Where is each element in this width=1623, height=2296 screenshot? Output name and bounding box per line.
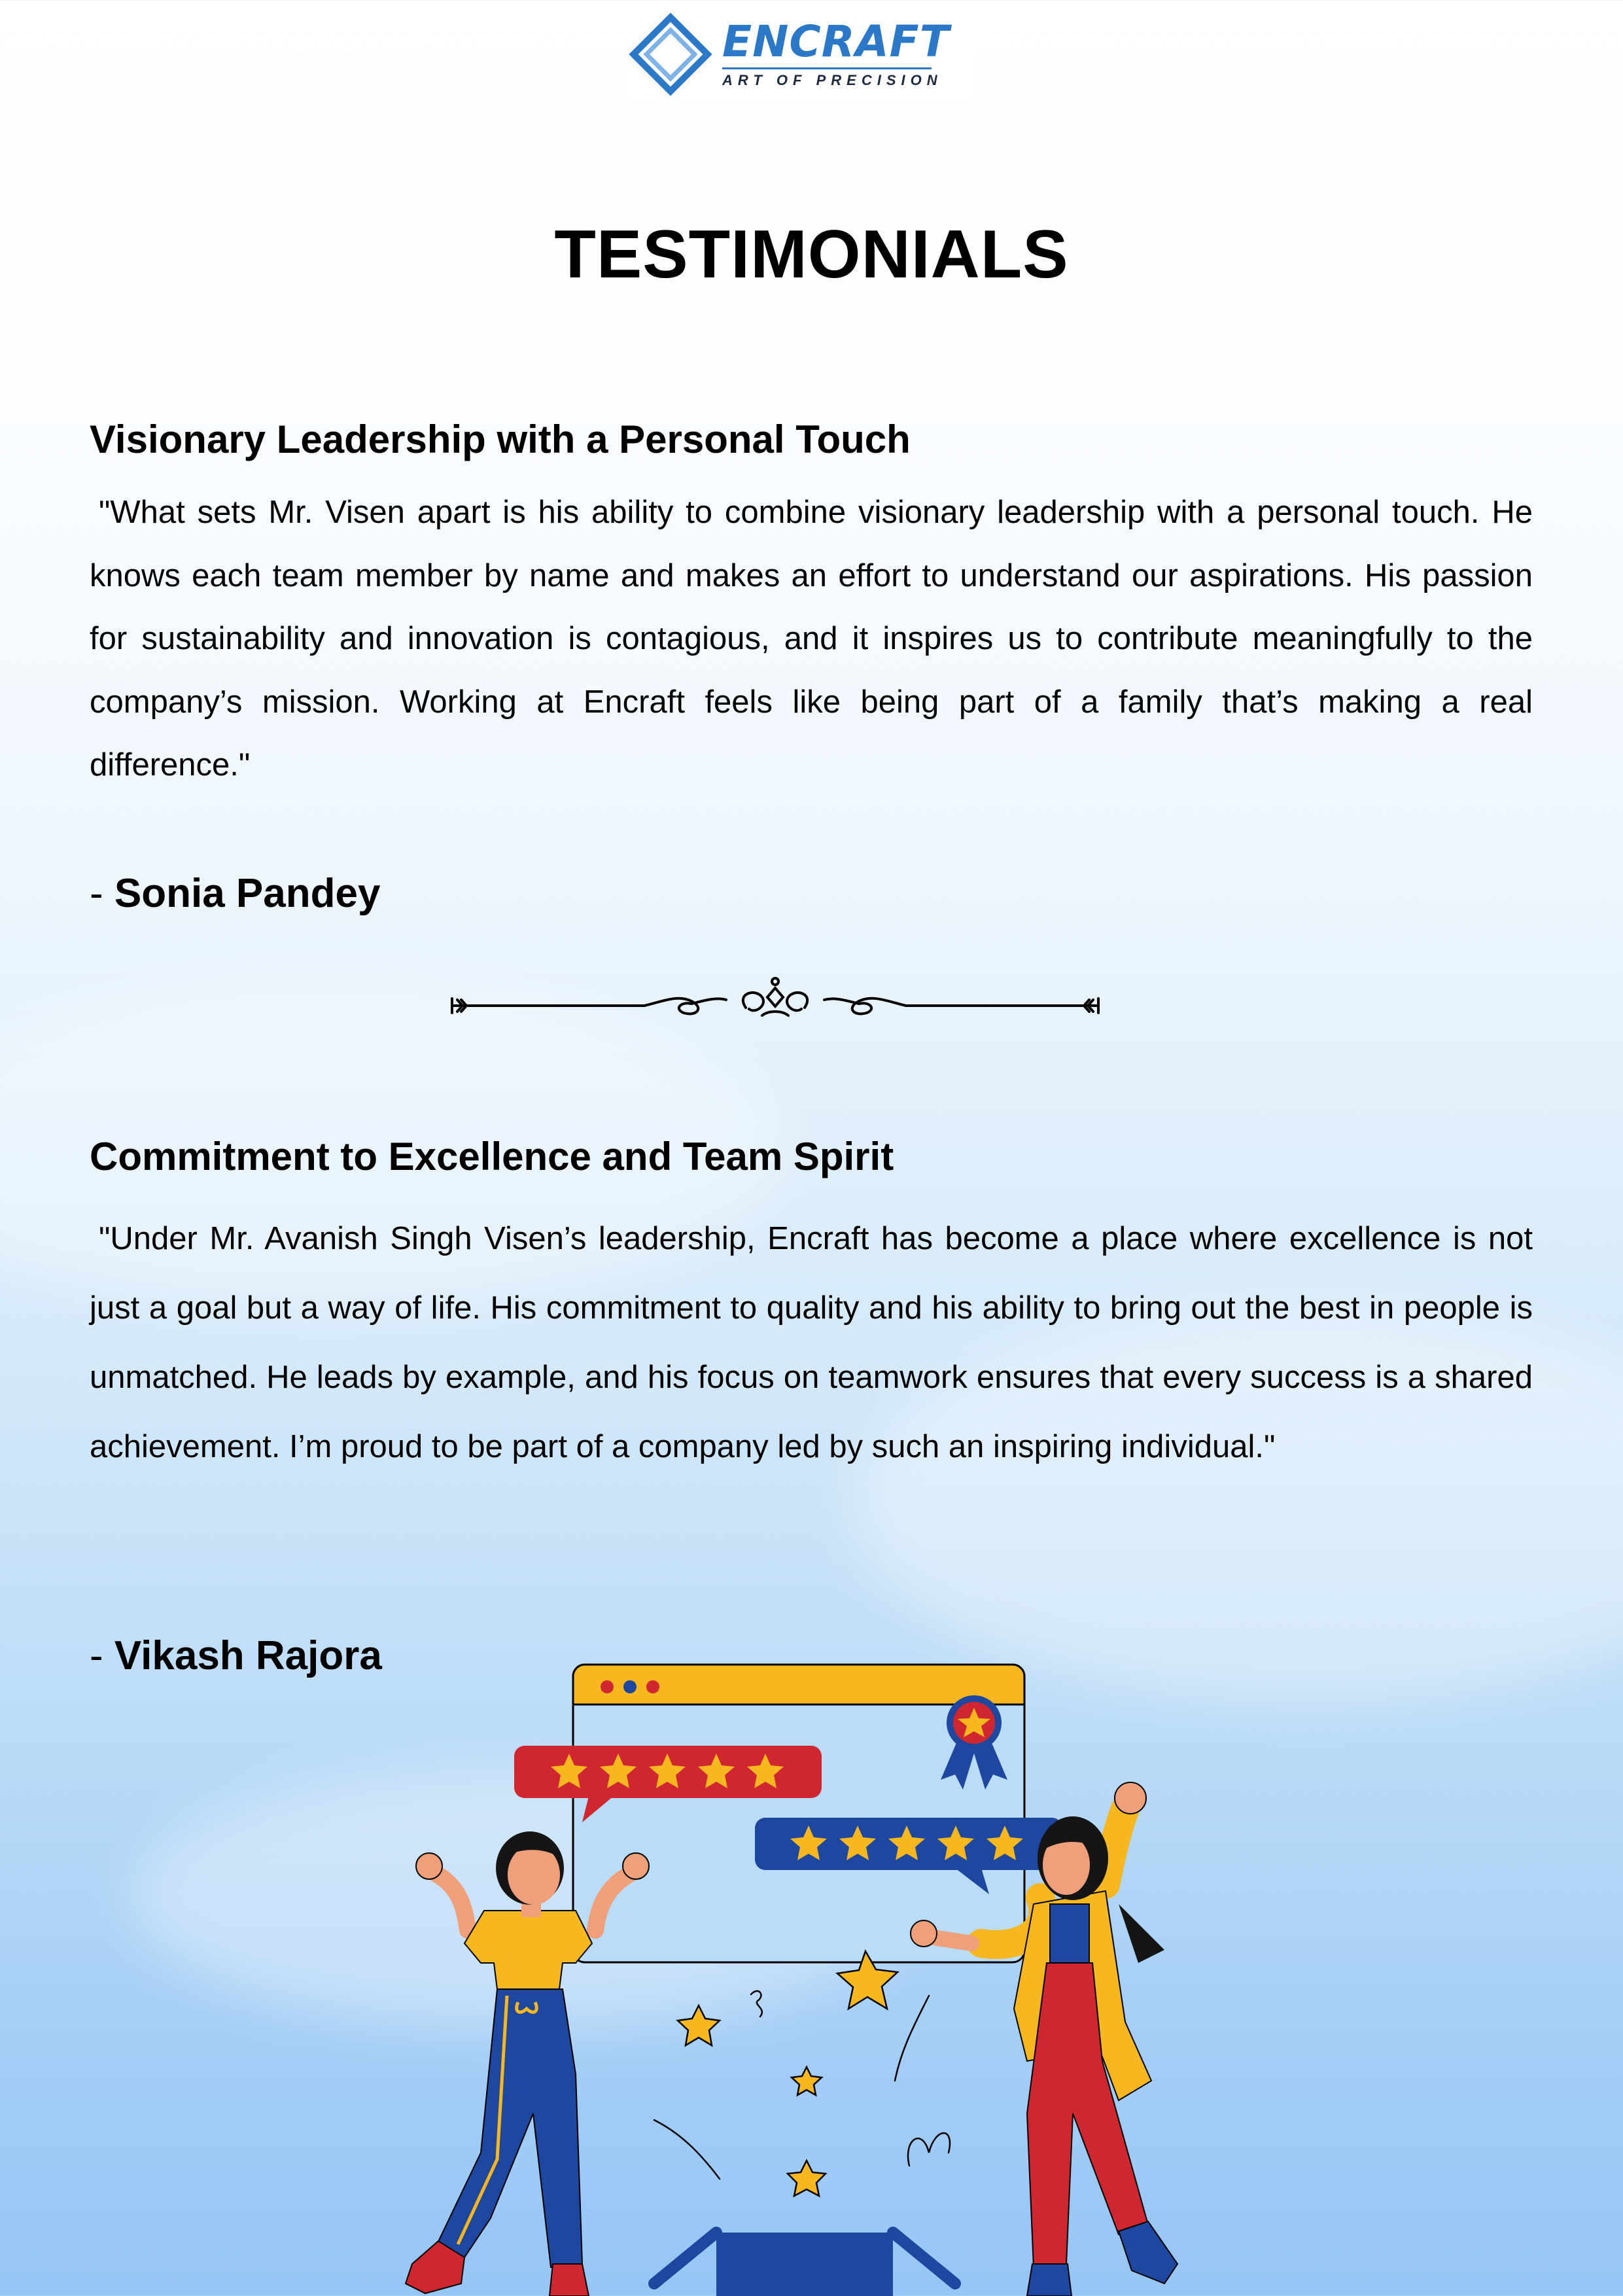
testimonial-quote: "Under Mr. Avanish Singh Visen’s leadership, Encraft has become a place where excellence is not just a goal but a way of life. His commitment to quality and his ability to bring out the best in people is unmatched. He leads by example, and his focus on teamwork ensures that every success is a shared achievement. I’m proud to be part of a company led by such an inspiring individual." xyxy=(90,1221,1533,1464)
author-prefix: - xyxy=(90,871,103,916)
review-celebration-illustration xyxy=(366,1655,1282,2296)
testimonial-heading: Commitment to Excellence and Team Spirit xyxy=(90,1135,894,1178)
brand-rule xyxy=(722,67,932,69)
page-title: TESTIMONIALS xyxy=(554,217,1069,292)
brand-name: ENCRAFT xyxy=(722,16,950,67)
testimonial-heading: Visionary Leadership with a Personal Touch xyxy=(90,417,911,461)
floating-stars xyxy=(678,1951,898,2196)
testimonial-quote: "What sets Mr. Visen apart is his ability to combine visionary leadership with a personal touch. He knows each team member by name and makes an effort to understand our aspirations. His passion for sustainability and innovation is contagious, and it inspires us to contribute meaningfully to the company’s mission. Working at Encraft feels like being part of a family that’s making a real difference." xyxy=(90,495,1533,783)
gift-box xyxy=(654,2233,955,2296)
testimonial-author xyxy=(90,870,380,917)
encraft-logo-icon xyxy=(628,12,713,97)
woman-left xyxy=(406,1831,649,2296)
testimonial-author xyxy=(90,1633,382,1679)
author-name: Vikash Rajora xyxy=(114,1633,382,1678)
author-name: Sonia Pandey xyxy=(114,871,381,916)
author-prefix: - xyxy=(90,1633,103,1678)
brand-tagline: ART OF PRECISION xyxy=(722,71,943,88)
ornament-divider-icon xyxy=(448,975,1102,1037)
company-logo xyxy=(628,5,975,103)
